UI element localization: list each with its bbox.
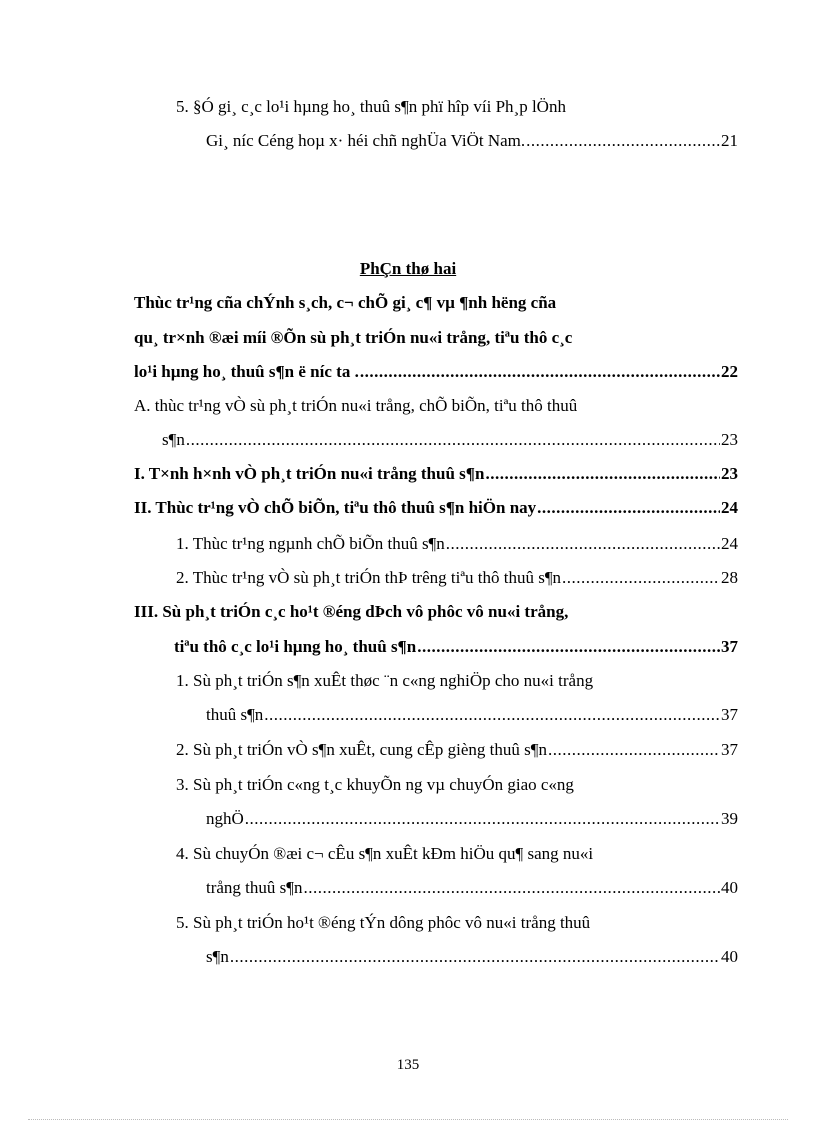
- toc-page-number: 24: [721, 498, 738, 517]
- toc-page-number: 21: [721, 131, 738, 150]
- toc-entry-iii-1-line1: 1. Sù ph¸t triÓn s¶n xuÊt thøc ¨n c«ng nghiÖp cho nu«i trång: [176, 671, 594, 690]
- leader-dots: [264, 704, 720, 726]
- leader-dots: [230, 946, 720, 968]
- toc-entry-iii: [174, 636, 738, 658]
- leader-dots: [526, 130, 720, 152]
- toc-page-number: 37: [721, 705, 738, 724]
- toc-entry-iii-1-line2: thuû s¶n: [206, 705, 264, 724]
- leader-dots: [303, 877, 720, 899]
- toc-entry-a-line2: s¶n: [162, 430, 185, 449]
- toc-page-number: 28: [721, 568, 738, 587]
- toc-entry-iii-line1: III. Sù ph¸t triÓn c¸c ho¹t ®éng dÞch vô phôc vô nu«i trång,: [134, 602, 569, 621]
- toc-page-number: 40: [721, 878, 738, 897]
- leader-dots: [446, 533, 720, 555]
- section-title: PhÇn thø hai: [359, 259, 457, 278]
- leader-dots: [417, 636, 720, 658]
- section-heading-line1: Thùc tr¹ng cña chÝnh s¸ch, c¬ chÕ gi¸ c¶ vµ ¶nh hëng cña: [134, 293, 557, 312]
- page-number: 135: [396, 1057, 420, 1073]
- toc-entry-iii-5-line1: 5. Sù ph¸t triÓn ho¹t ®éng tÝn dông phôc vô nu«i trång thuû: [176, 913, 591, 932]
- leader-dots: [186, 429, 720, 451]
- toc-entry-iii-2: [176, 739, 738, 761]
- toc-page-number: 37: [721, 740, 738, 759]
- toc-entry-iii-4: [206, 877, 738, 899]
- toc-entry-iii-5: [206, 946, 738, 968]
- toc-page-number: 23: [721, 464, 738, 483]
- toc-entry-ii-text: II. Thùc tr¹ng vÒ chÕ biÕn, tiªu thô thuû s¶n hiÖn nay: [134, 498, 537, 517]
- toc-entry-i: [134, 463, 738, 485]
- toc-entry-ii-1: [176, 533, 738, 555]
- toc-entry-iii-1: [206, 704, 738, 726]
- toc-page-number: 40: [721, 947, 738, 966]
- toc-page-number: 22: [721, 362, 738, 381]
- toc-entry-iii-3: [206, 808, 738, 830]
- toc-entry-ii-2: [176, 567, 738, 589]
- leader-dots: [485, 463, 720, 485]
- toc-entry-i-text: I. T×nh h×nh vÒ ph¸t triÓn nu«i trång thuû s¶n: [134, 464, 485, 483]
- leader-dots: [562, 567, 720, 589]
- toc-page-number: 37: [721, 637, 738, 656]
- toc-entry-iii-4-line1: 4. Sù chuyÓn ®æi c¬ cÊu s¶n xuÊt kÐm hiÖu qu¶ sang nu«i: [176, 844, 594, 863]
- toc-entry-ii-1-text: 1. Thùc tr¹ng ngµnh chÕ biÕn thuû s¶n: [176, 534, 445, 553]
- toc-entry-5-line1: 5. §Ó gi¸ c¸c lo¹i hµng ho¸ thuû s¶n phï hîp víi Ph¸p lÖnh: [176, 97, 566, 116]
- toc-entry-a: [162, 429, 738, 451]
- section-heading-line3: lo¹i hµng ho¸ thuû s¶n ë níc ta .: [134, 362, 359, 381]
- page-bottom-rule: [28, 1119, 788, 1120]
- toc-entry-iii-line2: tiªu thô c¸c lo¹i hµng ho¸ thuû s¶n: [174, 637, 417, 656]
- leader-dots: [360, 361, 720, 383]
- toc-entry-iii-3-line1: 3. Sù ph¸t triÓn c«ng t¸c khuyÕn ng vµ chuyÓn giao c«ng: [176, 775, 574, 794]
- toc-entry-a-line1: A. thùc tr¹ng vÒ sù ph¸t triÓn nu«i trång, chÕ biÕn, tiªu thô thuû: [134, 396, 578, 415]
- toc-page-number: 24: [721, 534, 738, 553]
- toc-entry-iii-2-text: 2. Sù ph¸t triÓn vÒ s¶n xuÊt, cung cÊp gièng thuû s¶n: [176, 740, 547, 759]
- toc-page-number: 23: [721, 430, 738, 449]
- leader-dots: [537, 497, 720, 519]
- toc-entry-5-line2: Gi¸ níc Céng hoµ x· héi chñ nghÜa ViÖt Nam.: [206, 131, 526, 150]
- leader-dots: [548, 739, 720, 761]
- toc-entry-ii-2-text: 2. Thùc tr¹ng vÒ sù ph¸t triÓn thÞ trêng tiªu thô thuû s¶n: [176, 568, 562, 587]
- toc-entry-ii: [134, 497, 738, 519]
- toc-entry-iii-4-line2: trång thuû s¶n: [206, 878, 303, 897]
- toc-page-number: 39: [721, 809, 738, 828]
- toc-entry-iii-5-line2: s¶n: [206, 947, 229, 966]
- toc-entry-5: [206, 130, 738, 152]
- section-heading-entry: [134, 361, 738, 383]
- section-heading-line2: qu¸ tr×nh ®æi míi ®Õn sù ph¸t triÓn nu«i trång, tiªu thô c¸c: [134, 328, 573, 347]
- leader-dots: [245, 808, 720, 830]
- toc-entry-iii-3-line2: nghÖ: [206, 809, 244, 828]
